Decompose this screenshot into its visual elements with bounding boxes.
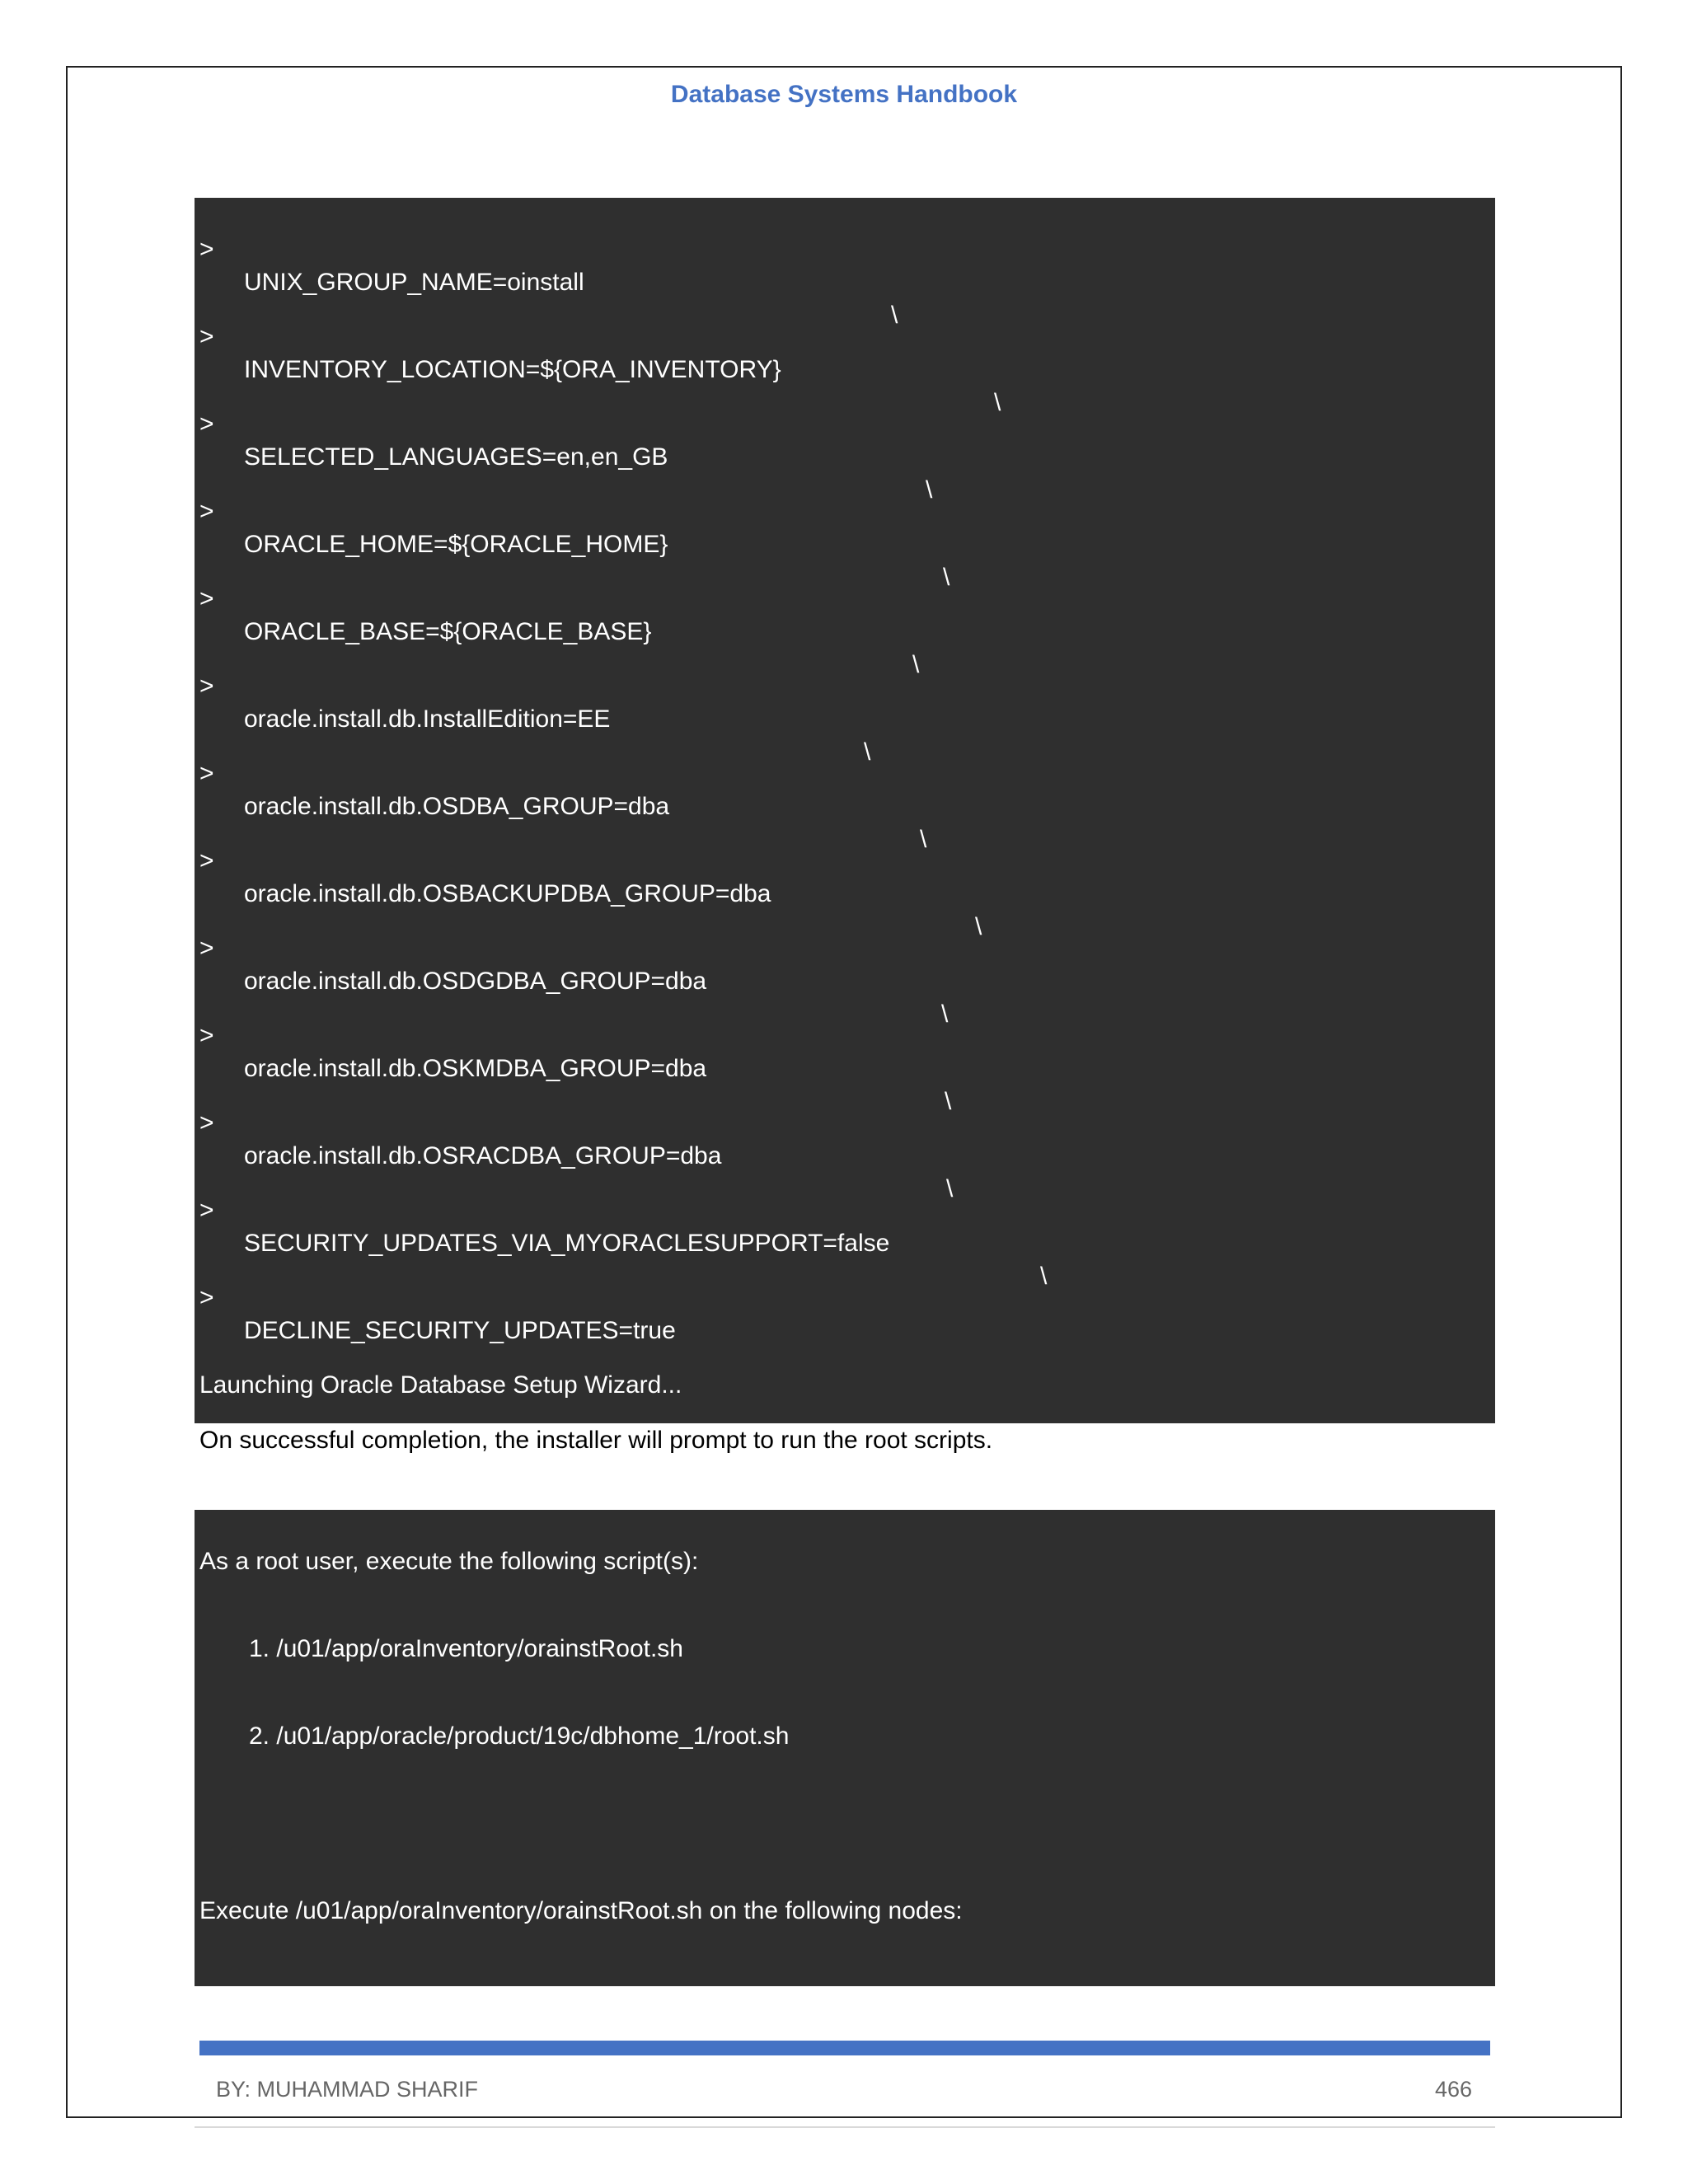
node-list-line — [195, 1949, 382, 2012]
prompt-symbol: > — [199, 1109, 214, 1137]
line-continuation: \ — [975, 913, 982, 940]
command-param: oracle.install.db.OSDGDBA_GROUP=dba — [244, 968, 707, 995]
wizard-launch-message: Launching Oracle Database Setup Wizard... — [199, 1371, 682, 1399]
command-param: ORACLE_BASE=${ORACLE_BASE} — [244, 618, 652, 645]
command-line — [195, 899, 949, 1028]
prompt-symbol: > — [199, 498, 214, 525]
command-output-line — [195, 1336, 682, 1399]
footer-divider — [195, 2126, 1495, 2128]
page-header-title: Database Systems Handbook — [670, 81, 1018, 108]
command-param: DECLINE_SECURITY_UPDATES=true — [244, 1317, 676, 1344]
command-line — [195, 1161, 1048, 1290]
prompt-symbol: > — [199, 1284, 214, 1311]
prompt-symbol: > — [199, 935, 214, 962]
prompt-symbol: > — [199, 673, 214, 700]
line-continuation: \ — [946, 1175, 954, 1202]
line-continuation: \ — [1040, 1263, 1048, 1290]
line-continuation: \ — [912, 651, 920, 678]
root-script-path: 1. /u01/app/oraInventory/orainstRoot.sh — [249, 1635, 683, 1662]
command-param: INVENTORY_LOCATION=${ORA_INVENTORY} — [244, 356, 781, 383]
command-line — [195, 812, 982, 940]
prompt-symbol: > — [199, 323, 214, 350]
command-param: oracle.install.db.OSKMDBA_GROUP=dba — [244, 1055, 707, 1082]
root-script-item — [195, 1687, 790, 1750]
install-command-block — [195, 198, 1495, 1423]
command-line — [195, 637, 871, 766]
command-line — [195, 462, 950, 591]
line-continuation: \ — [926, 476, 933, 504]
command-param: oracle.install.db.InstallEdition=EE — [244, 705, 611, 733]
root-scripts-block — [195, 1510, 1495, 2012]
command-param: oracle.install.db.OSDBA_GROUP=dba — [244, 793, 670, 820]
prompt-symbol: > — [199, 760, 214, 787]
line-continuation: \ — [864, 738, 871, 766]
root-scripts-intro-line — [195, 1512, 699, 1575]
command-line — [195, 550, 920, 678]
prompt-symbol: > — [199, 236, 214, 263]
footer-accent-bar — [199, 2041, 1490, 2055]
prompt-symbol: > — [199, 410, 214, 438]
prompt-symbol: > — [199, 847, 214, 874]
command-line — [195, 200, 898, 329]
command-line — [195, 375, 933, 504]
prompt-symbol: > — [199, 585, 214, 612]
command-param: oracle.install.db.OSRACDBA_GROUP=dba — [244, 1142, 722, 1169]
line-continuation: \ — [994, 389, 1001, 416]
execute-instruction-line — [195, 1862, 963, 1924]
execute-instruction: Execute /u01/app/oraInventory/orainstRoot.sh on the following nodes: — [199, 1897, 963, 1924]
line-continuation: \ — [945, 1088, 952, 1115]
footer-author: BY: MUHAMMAD SHARIF — [216, 2077, 479, 2102]
command-param: oracle.install.db.OSBACKUPDBA_GROUP=dba — [244, 880, 771, 907]
root-script-item — [195, 1600, 683, 1662]
command-param: ORACLE_HOME=${ORACLE_HOME} — [244, 531, 668, 558]
completion-note: On successful completion, the installer will prompt to run the root scripts. — [199, 1427, 993, 1454]
line-continuation: \ — [943, 564, 950, 591]
prompt-symbol: > — [199, 1022, 214, 1049]
command-param: UNIX_GROUP_NAME=oinstall — [244, 269, 584, 296]
command-param: SELECTED_LANGUAGES=en,en_GB — [244, 443, 668, 471]
command-line — [195, 987, 952, 1115]
root-script-path: 2. /u01/app/oracle/product/19c/dbhome_1/root.sh — [249, 1722, 790, 1750]
command-param: SECURITY_UPDATES_VIA_MYORACLESUPPORT=false — [244, 1230, 890, 1257]
command-line — [195, 288, 1001, 416]
command-line — [195, 1249, 676, 1344]
command-line — [195, 724, 927, 853]
node-list: [oracledb19col8] — [199, 1985, 382, 2012]
line-continuation: \ — [941, 1001, 949, 1028]
line-continuation: \ — [891, 302, 898, 329]
command-line — [195, 1074, 954, 1202]
page-number: 466 — [1434, 2077, 1472, 2102]
prompt-symbol: > — [199, 1197, 214, 1224]
line-continuation: \ — [920, 826, 927, 853]
root-scripts-intro: As a root user, execute the following script(s): — [199, 1548, 699, 1575]
